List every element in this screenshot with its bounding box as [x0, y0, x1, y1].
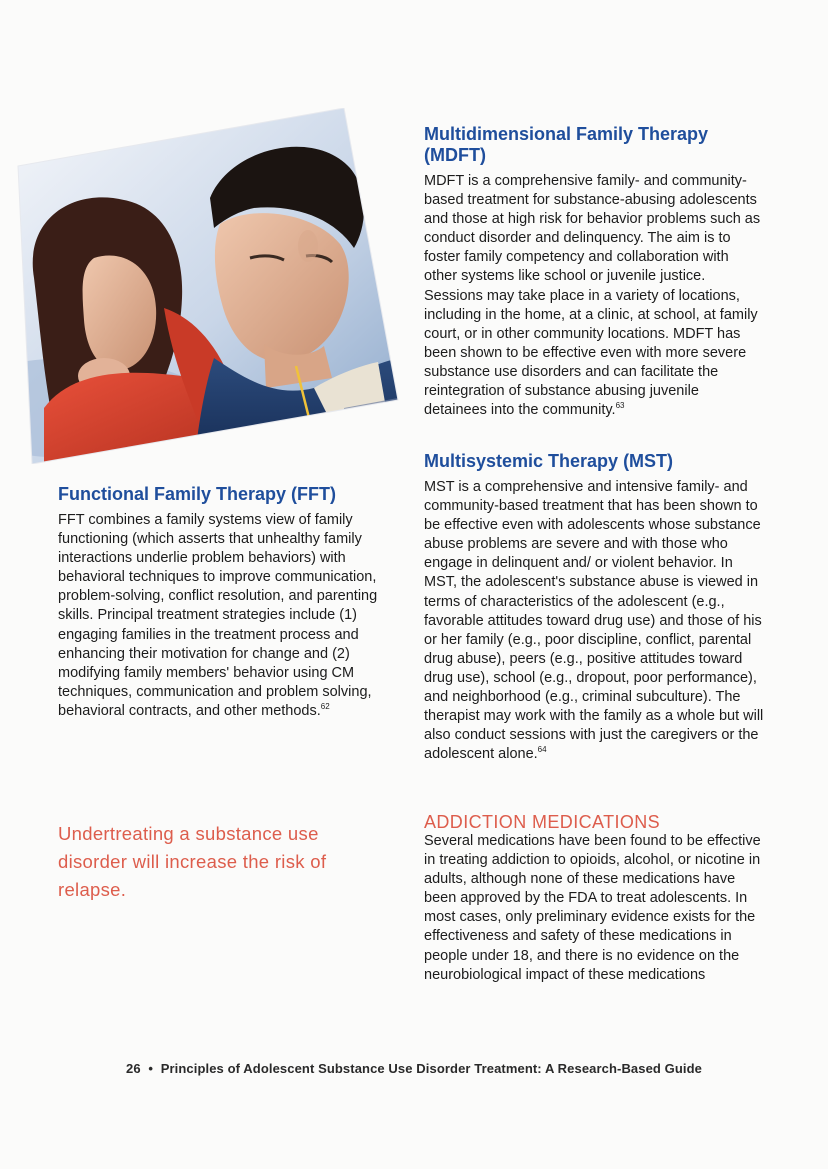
mst-heading: Multisystemic Therapy (MST) [424, 451, 674, 471]
addiction-medications-body: Several medications have been found to be effective in treating addiction to opioids, alcohol, or nicotine in adults, although none of these medications have been approved by the FDA to treat adolescents. In most cases, only preliminary evidence exists for the effectiveness and safety of these medications in people under 18, and there is no evidence on the neurobiological impact of these medications [424, 833, 761, 983]
fft-section [58, 484, 390, 721]
fft-reference: 62 [320, 702, 330, 712]
page-number: 26 [125, 1061, 141, 1076]
pull-quote: Undertreating a substance use disorder will increase the risk of relapse. [58, 823, 327, 900]
photo-of-two-teens-icon [14, 108, 406, 464]
mdft-reference: 63 [615, 401, 625, 411]
mst-body [424, 478, 764, 764]
document-title: Principles of Adolescent Substance Use Disorder Treatment: A Research-Based Guide [160, 1061, 703, 1076]
page-footer [0, 1061, 828, 1076]
footer-separator: • [148, 1061, 154, 1076]
fft-body [58, 511, 390, 721]
mdft-body [424, 172, 764, 420]
mst-body-text: MST is a comprehensive and intensive family- and community-based treatment that has been shown to be effective even with adolescents whose substance abuse problems are severe and with those who engage in delinquent and/ or violent behavior. In MST, the adolescent's substance abuse is viewed in terms of characteristics of the adolescent (e.g., favorable attitudes toward drug use) and those of his or her family (e.g., poor discipline, conflict, parental drug abuse), peers (e.g., positive attitudes toward drug use), school (e.g., dropout, poor performance), and neighborhood (e.g., criminal subculture). The therapist may work with the family as a whole but will also conduct sessions with just the caregivers or the adolescent alone. [424, 479, 764, 763]
mdft-heading: Multidimensional Family Therapy (MDFT) [424, 124, 709, 165]
mdft-body-text: MDFT is a comprehensive family- and community-based treatment for substance-abusing adolescents and those at high risk for behavior problems such as conduct disorder and delinquency. The aim is to foster family competency and collaboration with other systems like school or juvenile justice. Sessions may take place in a variety of locations, including in the home, at a clinic, at school, at family court, or in other community locations. MDFT has been shown to be effective even with more severe substance use disorders and can facilitate the reintegration of substance abusing juvenile detainees into the community. [424, 173, 761, 419]
mst-section [424, 451, 764, 764]
mst-reference: 64 [537, 745, 547, 755]
addiction-medications-heading: ADDICTION MEDICATIONS [424, 812, 661, 832]
fft-heading: Functional Family Therapy (FFT) [58, 484, 337, 504]
fft-body-text: FFT combines a family systems view of family functioning (which asserts that unhealthy family interactions underlie problem behaviors) with behavioral techniques to improve communication, problem-solving, conflict resolution, and parenting skills. Principal treatment strategies include (1) engaging families in the treatment process and enhancing their motivation for change and (2) modifying family members' behavior using CM techniques, communication and problem solving, behavioral contracts, and other methods. [58, 512, 378, 719]
mdft-section [424, 124, 764, 420]
addiction-medications-section [424, 812, 764, 985]
